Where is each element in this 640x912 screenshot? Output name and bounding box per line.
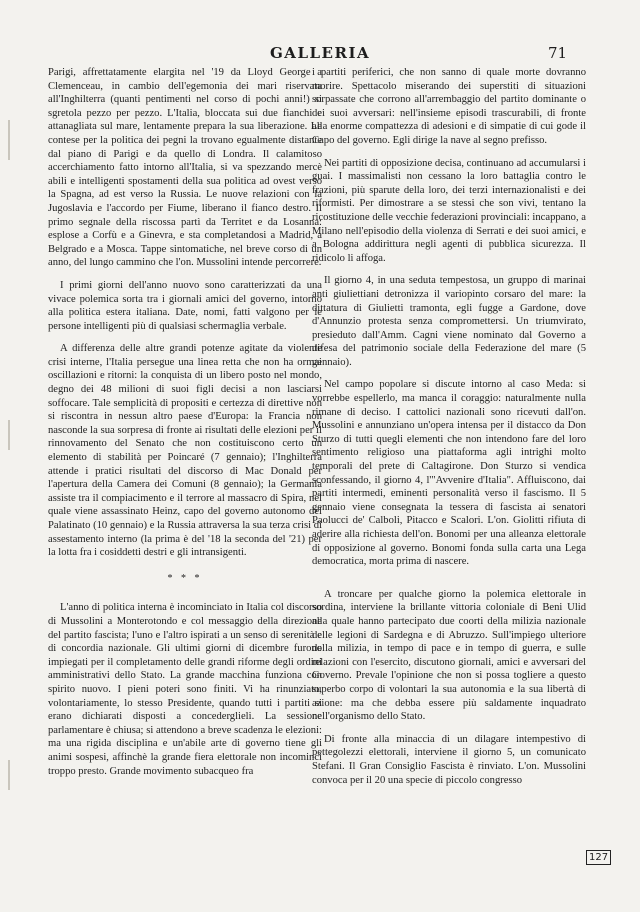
paragraph: A differenza delle altre grandi potenze agitate da violente crisi interne, l'Italia persegue una linea retta che non ha ormai oscillazioni e ritorni: la conquista di un libero posto nel mondo, degno dei 48 milioni di suoi figli decisi a non lasciarsi soffocare. Tale semplicità di propositi e certezza di direttive non si riscontra in nessun altro paese d'Europa: la Francia non nasconde la sua sorpresa di fronte ai risultati delle elezioni per il rinnovamento del Senato che non costituiscono certo un elemento di stabilità per Poincaré (7 gennaio); l'Inghilterra attende i pratici risultati del discorso di Mac Donald per l'apertura della Camera dei Comuni (8 gennaio); la Germania assiste tra il compiacimento e il terrore al massacro di Spira, nel quale viene assassinato Heinz, capo del governo autonomo del Palatinato (10 gennaio) e la Russia attraversa la sua terza crisi di assestamento interno (la prima è del '18 la seconda del '21) per la lotta fra i cosiddetti destri e gli intransigenti.	[48, 343, 322, 559]
paragraph: Parigi, affrettatamente elargita nel '19 da Lloyd George a Clemenceau, in cambio dell'egemonia dei mari riservata all'Inghilterra (quanti pentimenti nel corso di pochi anni!) si sgretola pezzo per pezzo. L'Italia, bloccata sui due fianchi e attanagliata sul mare, lentamente prepara la sua liberazione. Le contese per la politica dei pegni la trovano egualmente distante dal piano di Parigi e da quello di Londra. Il calamitoso accerchiamento fatto intorno all'Italia, si va spezzando mercè abili e intelligenti spostamenti della sua politica ad ovest verso la Spagna, ad est verso la Russia. Le nuove relazioni con la Jugoslavia e l'accordo per Fiume, liberano il fianco destro. Il primo segnale della riscossa partì da Territet e da Losanna: esplose a Corfù e a Ginevra, e sta completandosi a Madrid, a Belgrado e a Mosca. Tappe sintomatiche, nel breve corso di un anno, del lungo cammino che l'on. Mussolini intende percorrere.	[48, 67, 322, 269]
running-title: GALLERIA	[270, 44, 371, 62]
page-header	[0, 44, 640, 64]
section-gap	[312, 578, 586, 588]
binding-shadow	[8, 760, 10, 790]
page-stamp: 127	[586, 850, 611, 865]
section-separator: * * *	[167, 572, 203, 584]
paragraph: L'anno di politica interna è incominciato in Italia col discorso di Mussolini a Monterotondo e col messaggio della direzione del partito fascista; l'uno e l'altro ispirati a un senso di serenità e di concordia nazionale. Gli ultimi giorni di dicembre furono impiegati per il completamento delle grandi riforme degli ordini amministrativi dello Stato. La grande macchina funziona con spirito nuovo. I pieni poteri sono finiti. Vi ha rinunziato, volontariamente, lo stesso Presidente, quando tutti i partiti si erano dichiarati disposti a concederglieli. La sessione parlamentare è chiusa; si attendono a breve scadenza le elezioni: ma una rigida disciplina e un'abile arte di governo tiene gli animi sospesi, affinchè la grande fiera elettorale non incominci troppo presto. Grande movimento subacqueo fra	[48, 602, 322, 777]
binding-shadow	[8, 120, 10, 160]
binding-shadow	[8, 420, 10, 450]
paragraph: Nei partiti di opposizione decisa, continuano ad accumularsi i guai. I massimalisti non cessano la loro battaglia contro le frazioni, più sparute della loro, dei terzi internazionalisti e dei riformisti. Per dimostrare a se stessi che son vivi, tentano la ricostituzione delle vecchie federazioni provinciali: incappano, a Milano nell'episodio della violenza di Serrati e dei suoi amici, e a Bologna addirittura negli agenti di pubblica sicurezza. Il ridicolo li affoga.	[312, 157, 586, 264]
paragraph: A troncare per qualche giorno la polemica elettorale in sordina, interviene la brillante vittoria coloniale di Beni Ulid alla quale hanno partecipato due coorti della milizia nazionale delle legioni di Sardegna e di Abruzzo. Sull'impiego ulteriore della milizia, in tempo di pace e in tempo di guerra, e sulle relazioni con l'esercito, discutono giornali, amici e avversari del Governo. Prevale l'opinione che non si possa togliere a questo superbo corpo di volontari la sua autonomia e la sua libertà di azione: ma che debba essere più saldamente inquadrato nell'organismo dello Stato.	[312, 588, 586, 723]
paragraph: Il giorno 4, in una seduta tempestosa, un gruppo di marinai anti giuliettiani detronizza il variopinto corsaro del mare: la dittatura di Giulietti tramonta, egli fugge a Gardone, dove d'Annunzio protesta senza compromettersi. Un triumvirato, presieduto dall'Amm. Cagni viene nominato dal Governo a difesa del patrimonio sociale della Federazione del mare (5 gennaio).	[312, 275, 586, 368]
left-column	[48, 66, 322, 787]
paragraph: Nel campo popolare si discute intorno al caso Meda: si vorrebbe espellerlo, ma manca il coraggio: naturalmente nulla rimane di deciso. I cattolici nazionali sono ricevuti dall'on. Mussolini e annunziano un'opera intensa per il distacco da Don Sturzo di tutti quegli elementi che non intendono fare del loro sentimento religioso una piattaforma agli intrighi molto temporali del prete di Caltagirone. Don Sturzo si vendica sconfessando, il giorno 4, l'"Avvenire d'Italia". Affluiscono, dai partiti intermedi, eminenti personalità verso il fascismo. Il 5 gennaio viene consegnata la tessera di fascista ai senatori Paolucci de' Calboli, Pitacco e Scalori. L'on. Giolitti rifiuta di aderire alla richiesta dell'on. Bonomi per una alleanza elettorale di opposizione al governo. Bonomi fonda sulla carta una Lega democratica, morta prima di nascere.	[312, 379, 586, 568]
paragraph: Di fronte alla minaccia di un dilagare intempestivo di pettegolezzi elettorali, interviene il giorno 5, un comunicato Stefani. Il Gran Consiglio Fascista è rinviato. L'on. Mussolini convoca per il 20 una specie di piccolo congresso	[312, 733, 586, 786]
paragraph: I primi giorni dell'anno nuovo sono caratterizzati da una vivace polemica sorta tra i giornali amici del governo, intorno alla politica estera italiana. Date, nomi, fatti valgono per le persone intelligenti più di qualsiasi schermaglia verbale.	[48, 279, 322, 332]
paragraph: i partiti periferici, che non sanno di quale morte dovranno morire. Spettacolo miserando dei superstiti di situazioni sorpassate che corrono all'arrembaggio del partito dominante o dei suoi avversari: nell'insieme episodi trascurabili, di fronte alla enorme compattezza di adesioni e di simpatie di cui gode il Capo del governo. Egli dirige la nave al segno prefisso.	[312, 67, 586, 146]
right-column	[312, 66, 586, 796]
page-number: 71	[548, 44, 568, 62]
